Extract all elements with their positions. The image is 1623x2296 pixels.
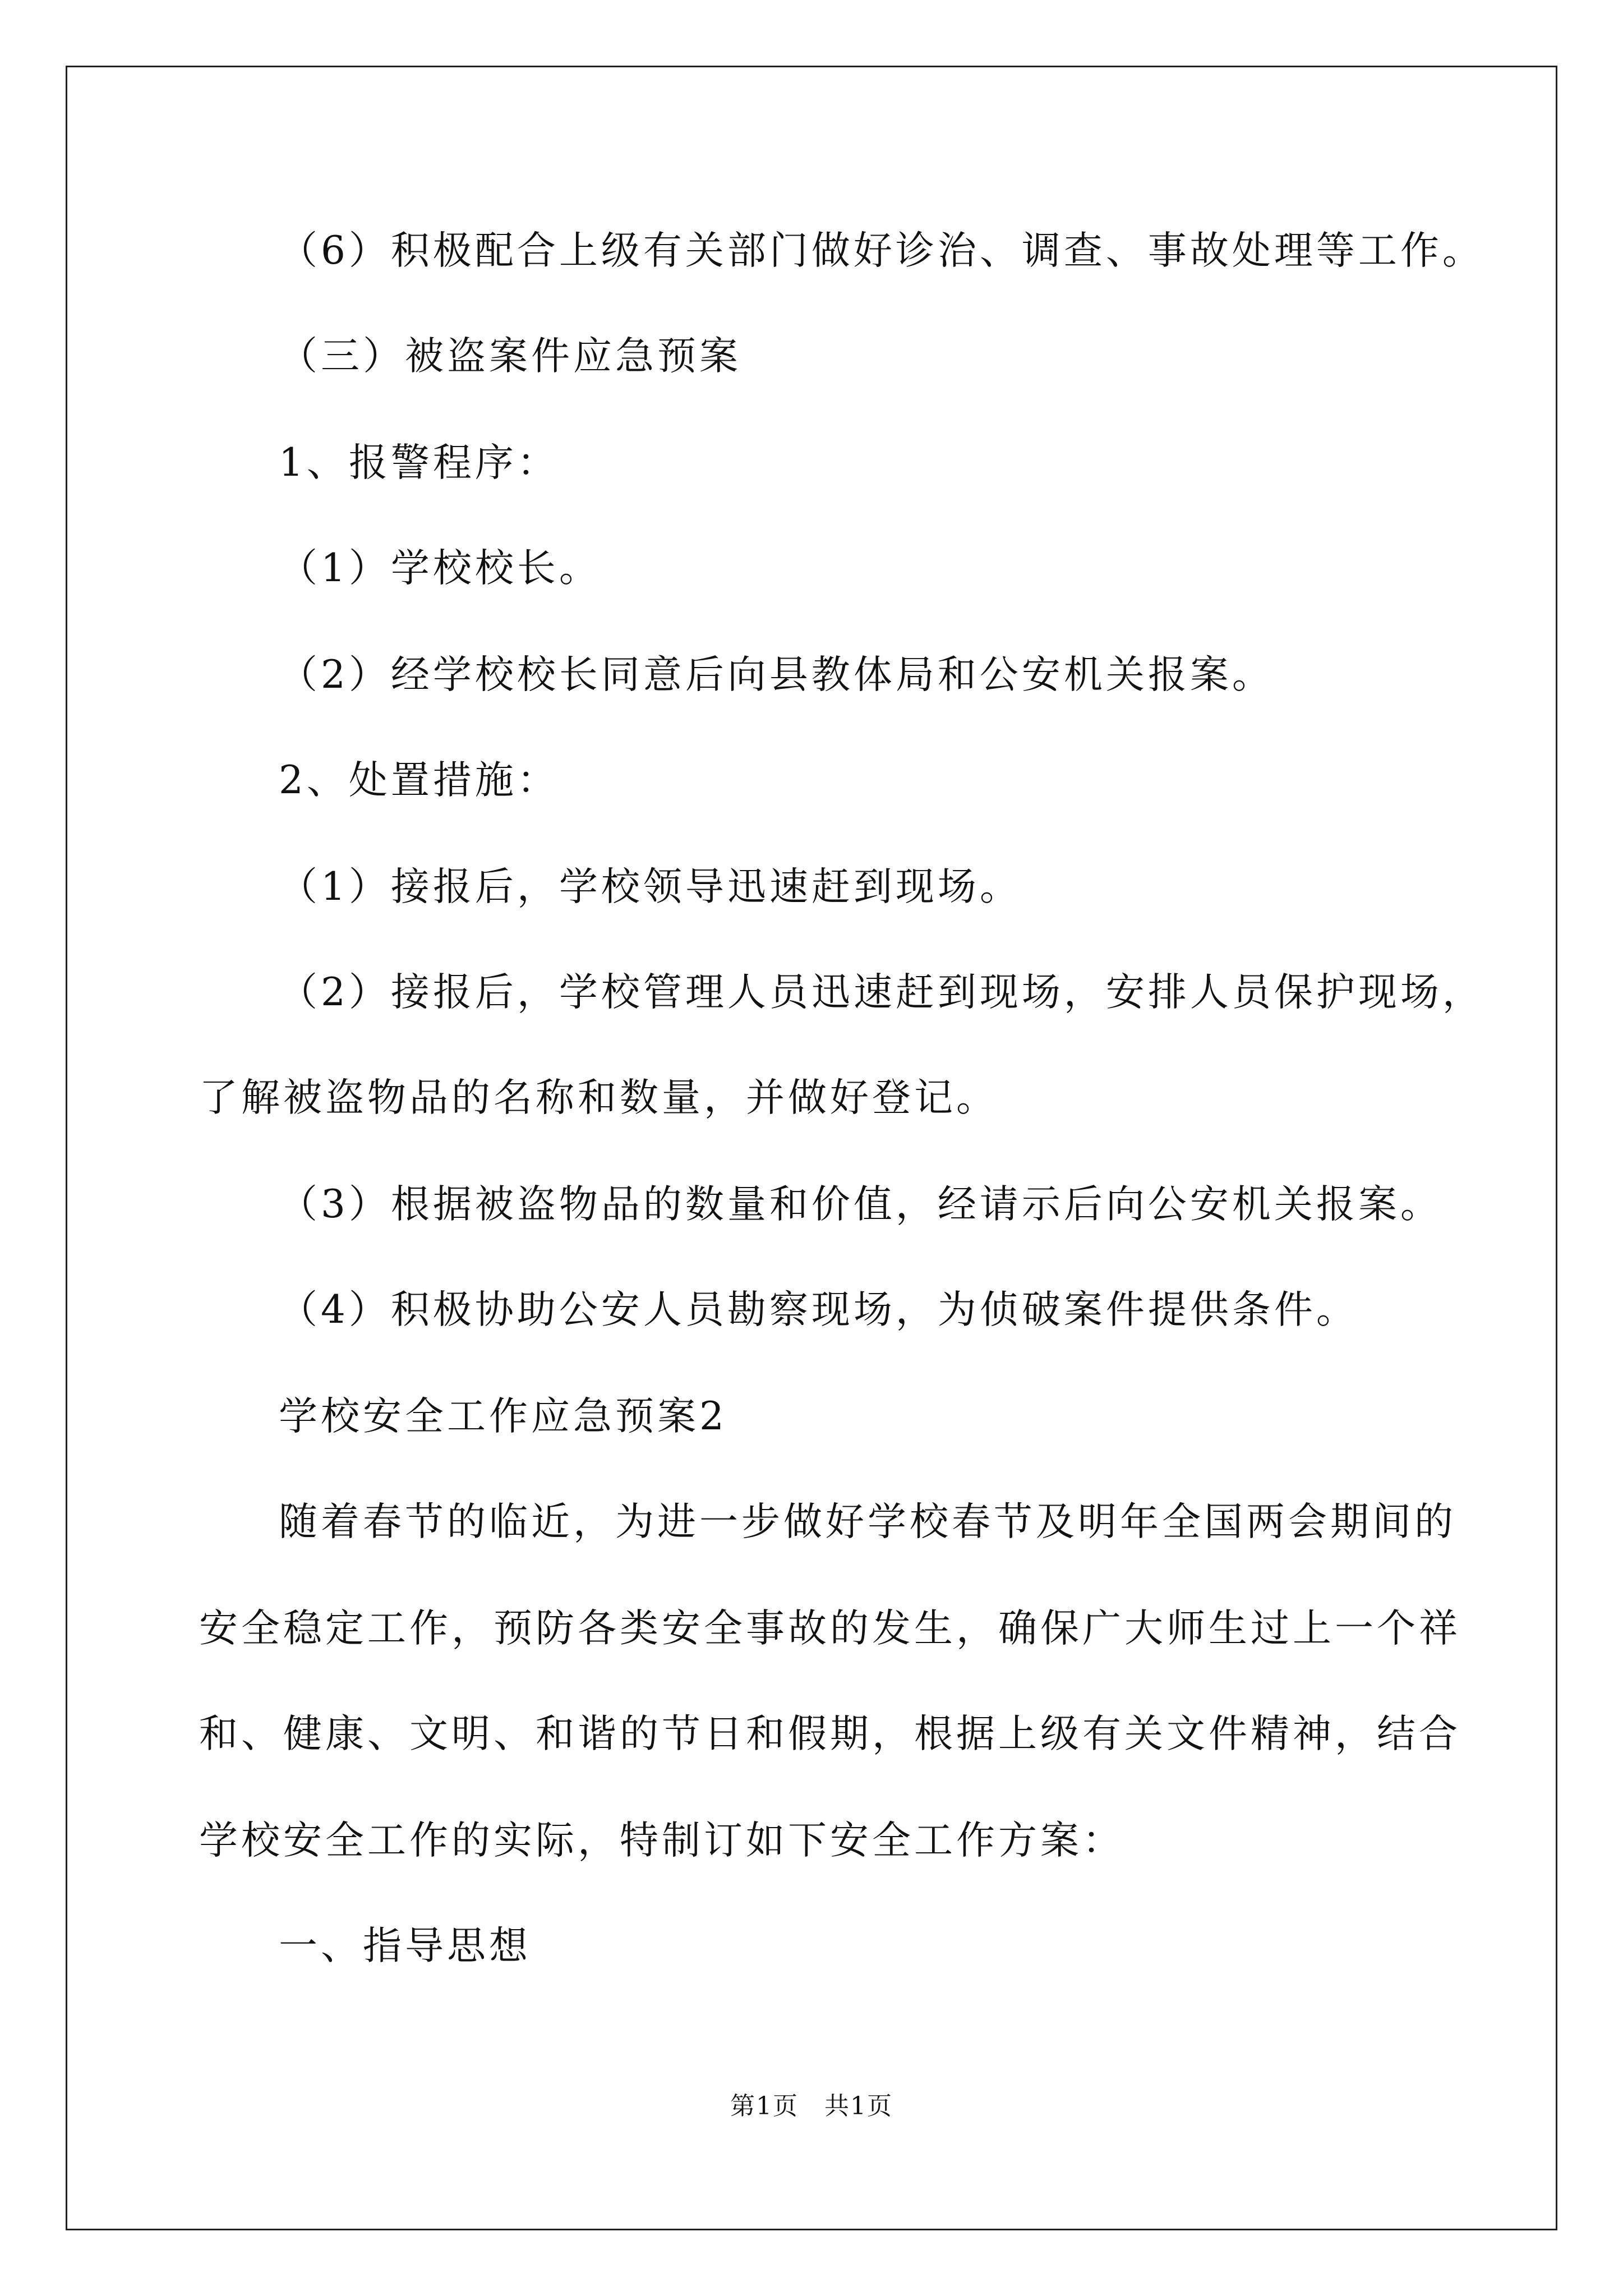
text-line: （6）积极配合上级有关部门做好诊治、调查、事故处理等工作。 — [279, 228, 1484, 273]
text-line: 随着春节的临近，为进一步做好学校春节及明年全国两会期间的 — [279, 1499, 1456, 1544]
text-line: （2）接报后，学校管理人员迅速赶到现场，安排人员保护现场， — [279, 970, 1484, 1015]
subheading: 1、报警程序： — [279, 440, 559, 485]
text-line: 了解被盗物品的名称和数量，并做好登记。 — [199, 1075, 998, 1120]
subheading: 2、处置措施： — [279, 758, 559, 803]
text-line: （2）经学校校长同意后向县教体局和公安机关报案。 — [279, 652, 1274, 697]
text-line: 和、健康、文明、和谐的节日和假期，根据上级有关文件精神，结合 — [199, 1711, 1461, 1756]
text-line: （1）接报后，学校领导迅速赶到现场。 — [279, 864, 1022, 909]
document-title: 学校安全工作应急预案2 — [279, 1394, 727, 1439]
section-heading: 一、指导思想 — [279, 1924, 531, 1968]
text-line: 学校安全工作的实际，特制订如下安全工作方案： — [199, 1818, 1124, 1863]
text-line: （3）根据被盗物品的数量和价值，经请示后向公安机关报案。 — [279, 1182, 1442, 1227]
text-line: （1）学校校长。 — [279, 546, 601, 591]
page-border — [66, 66, 1557, 2230]
text-line: （4）积极协助公安人员勘察现场，为侦破案件提供条件。 — [279, 1287, 1358, 1332]
page-number: 第1页 共1页 — [730, 2092, 893, 2120]
text-line: 安全稳定工作，预防各类安全事故的发生，确保广大师生过上一个祥 — [199, 1606, 1461, 1651]
section-heading: （三）被盗案件应急预案 — [279, 334, 741, 379]
